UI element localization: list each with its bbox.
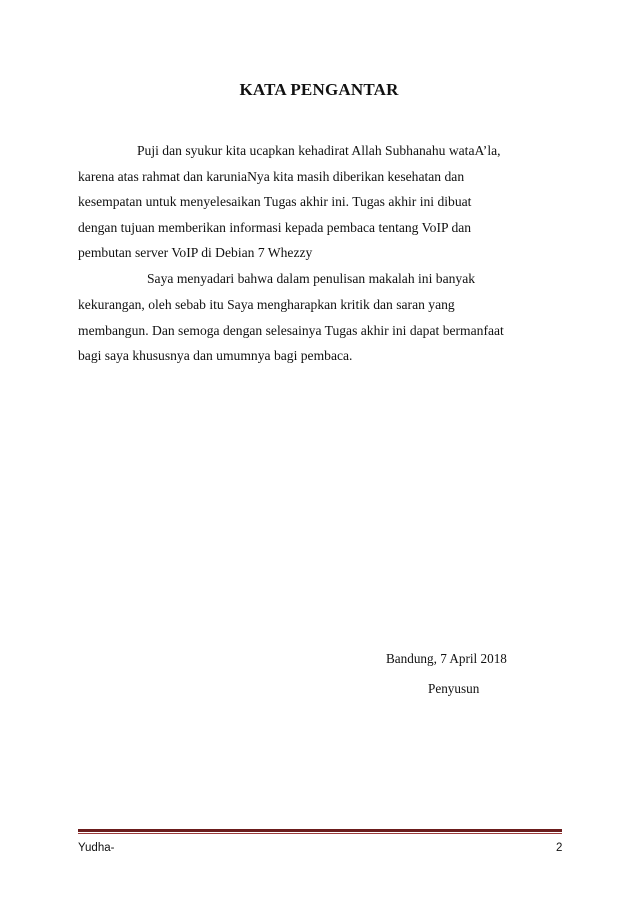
- body-line: Saya menyadari bahwa dalam penulisan makalah ini banyak: [147, 271, 476, 286]
- footer-author: Yudha-: [78, 842, 115, 854]
- body-line: kekurangan, oleh sebab itu Saya mengharapkan kritik dan saran yang: [78, 297, 455, 312]
- footer-rule-thin: [78, 833, 562, 834]
- body-line: membangun. Dan semoga dengan selesainya Tugas akhir ini dapat bermanfaat: [78, 323, 504, 338]
- footer-rule: [78, 829, 562, 832]
- page-title: KATA PENGANTAR: [239, 80, 399, 99]
- body-line: dengan tujuan memberikan informasi kepada pembaca tentang VoIP dan: [78, 220, 472, 235]
- body-line: pembutan server VoIP di Debian 7 Whezzy: [78, 245, 313, 260]
- body-line: bagi saya khususnya dan umumnya bagi pembaca.: [78, 348, 353, 363]
- body-line: karena atas rahmat dan karuniaNya kita masih diberikan kesehatan dan: [78, 169, 465, 184]
- body-line: Puji dan syukur kita ucapkan kehadirat Allah Subhanahu wataA’la,: [137, 143, 501, 158]
- signature-place-date: Bandung, 7 April 2018: [386, 651, 507, 666]
- signature-author: Penyusun: [428, 681, 480, 696]
- body-line: kesempatan untuk menyelesaikan Tugas akhir ini. Tugas akhir ini dibuat: [78, 194, 472, 209]
- page-number: 2: [556, 842, 563, 854]
